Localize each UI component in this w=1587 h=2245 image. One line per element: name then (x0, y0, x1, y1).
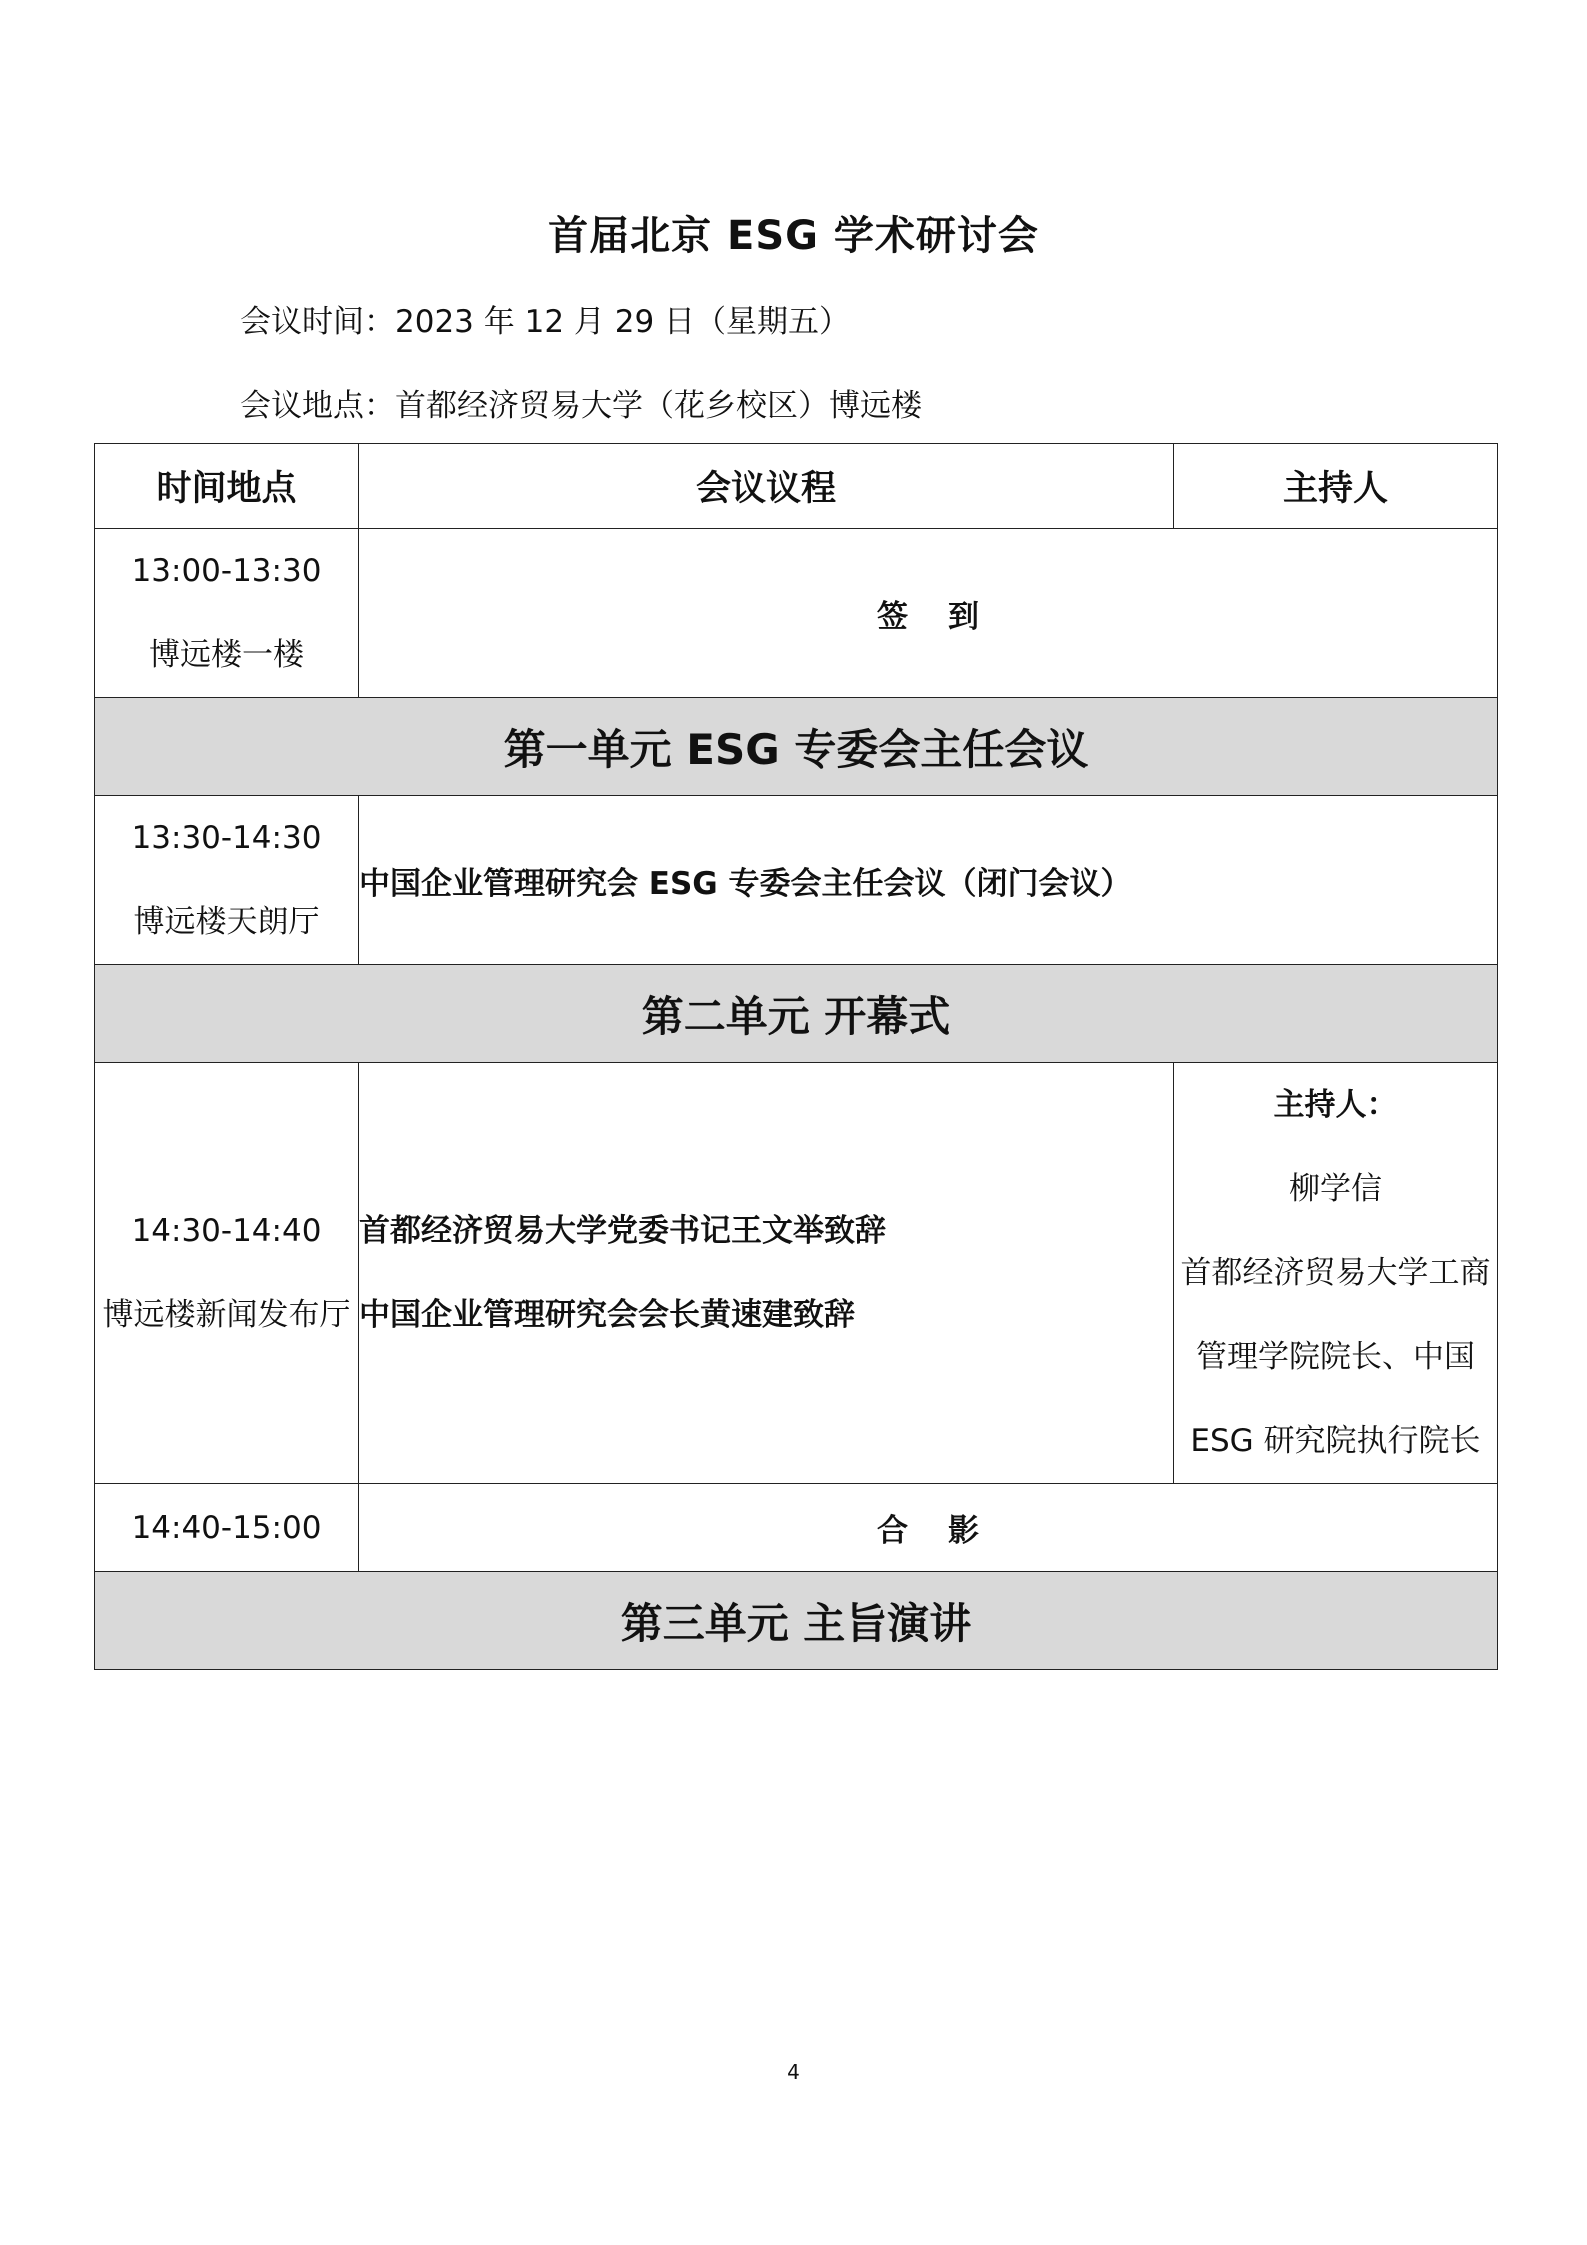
unit2-title: 第二单元 开幕式 (95, 965, 1498, 1063)
signin-label: 签到 (359, 529, 1498, 698)
unit2-time: 14:30-14:40 (131, 1213, 322, 1249)
unit2-place: 博远楼新闻发布厅 (102, 1297, 351, 1333)
photo-label: 合影 (359, 1484, 1498, 1572)
meeting-time: 会议时间：2023 年 12 月 29 日（星期五） (240, 304, 851, 340)
host-title-line-3: ESG 研究院执行院长 (1190, 1423, 1481, 1459)
photo-time: 14:40-15:00 (95, 1484, 359, 1572)
table-header-row (95, 444, 1498, 529)
table-row-unit1 (95, 796, 1498, 965)
unit2-item-2: 中国企业管理研究会会长黄速建致辞 (359, 1297, 855, 1333)
unit1-time-place (95, 796, 359, 965)
unit2-time-place (95, 1063, 359, 1484)
section-row-unit3 (95, 1572, 1498, 1670)
host-name: 柳学信 (1289, 1171, 1382, 1207)
section-row-unit1 (95, 698, 1498, 796)
unit2-host (1174, 1063, 1498, 1484)
unit1-place: 博远楼天朗厅 (133, 904, 320, 940)
host-title-line-1: 首都经济贸易大学工商 (1180, 1255, 1491, 1291)
section-row-unit2 (95, 965, 1498, 1063)
unit2-item-1: 首都经济贸易大学党委书记王文举致辞 (359, 1213, 886, 1249)
table-row-photo (95, 1484, 1498, 1572)
meeting-place: 会议地点：首都经济贸易大学（花乡校区）博远楼 (240, 388, 922, 424)
header-agenda: 会议议程 (359, 444, 1174, 529)
document-title: 首届北京 ESG 学术研讨会 (548, 213, 1039, 259)
header-time-place: 时间地点 (95, 444, 359, 529)
table-row-signin (95, 529, 1498, 698)
host-title-line-2: 管理学院院长、中国 (1196, 1339, 1475, 1375)
signin-place: 博远楼一楼 (149, 637, 304, 673)
page-number: 4 (787, 2060, 800, 2084)
signin-time-place (95, 529, 359, 698)
table-row-unit2 (95, 1063, 1498, 1484)
host-label: 主持人： (1273, 1087, 1398, 1123)
unit3-title: 第三单元 主旨演讲 (95, 1572, 1498, 1670)
unit1-time: 13:30-14:30 (131, 820, 322, 856)
signin-time: 13:00-13:30 (131, 553, 322, 589)
unit1-item: 中国企业管理研究会 ESG 专委会主任会议（闭门会议） (359, 796, 1498, 965)
unit1-title: 第一单元 ESG 专委会主任会议 (95, 698, 1498, 796)
header-host: 主持人 (1174, 444, 1498, 529)
unit2-agenda-items (359, 1063, 1174, 1484)
agenda-table (94, 443, 1498, 1670)
